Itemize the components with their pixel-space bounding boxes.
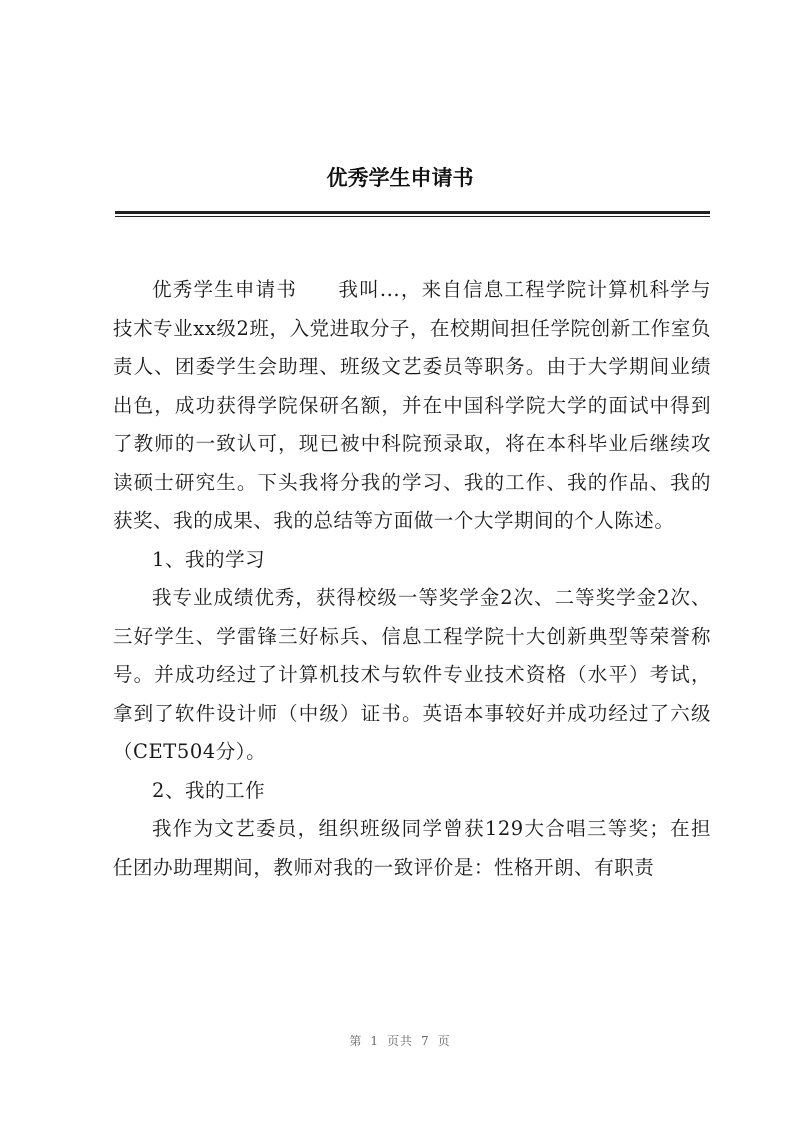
footer-prefix: 第 bbox=[349, 1034, 363, 1048]
footer-page-number: 1 bbox=[370, 1034, 379, 1048]
footer-middle: 页共 bbox=[386, 1034, 413, 1048]
study-paragraph: 我专业成绩优秀，获得校级一等奖学金2次、二等奖学金2次、三好学生、学雷锋三好标兵、信息工程学院十大创新典型等荣誉称号。并成功经过了计算机技术与软件专业技术资格（水平）考试，拿到了软件设计师（中级）证书。英语本事较好并成功经过了六级（CET504分）。 bbox=[113, 586, 711, 763]
page-footer bbox=[0, 1032, 800, 1049]
document-title: 优秀学生申请书 bbox=[326, 166, 474, 190]
work-paragraph: 我作为文艺委员，组织班级同学曾获129大合唱三等奖；在担任团办助理期间，教师对我的一致评价是：性格开朗、有职责 bbox=[113, 817, 711, 879]
footer-suffix: 页 bbox=[437, 1034, 451, 1048]
footer-total-pages: 7 bbox=[421, 1034, 430, 1048]
intro-paragraph: 优秀学生申请书 我叫...，来自信息工程学院计算机科学与技术专业xx级2班，入党进取分子，在校期间担任学院创新工作室负责人、团委学生会助理、班级文艺委员等职务。由于大学期间业绩出色，成功获得学院保研名额，并在中国科学院大学的面试中得到了教师的一致认可，现已被中科院预录取，将在本科毕业后继续攻读硕士研究生。下头我将分我的学习、我的工作、我的作品、我的获奖、我的成果、我的总结等方面做一个大学期间的个人陈述。 bbox=[113, 278, 711, 532]
document-body bbox=[113, 271, 711, 887]
title-rule-thick bbox=[115, 211, 710, 214]
section-heading-work: 2、我的工作 bbox=[152, 778, 266, 802]
title-rule-thin bbox=[115, 216, 710, 217]
section-heading-study: 1、我的学习 bbox=[152, 547, 266, 571]
